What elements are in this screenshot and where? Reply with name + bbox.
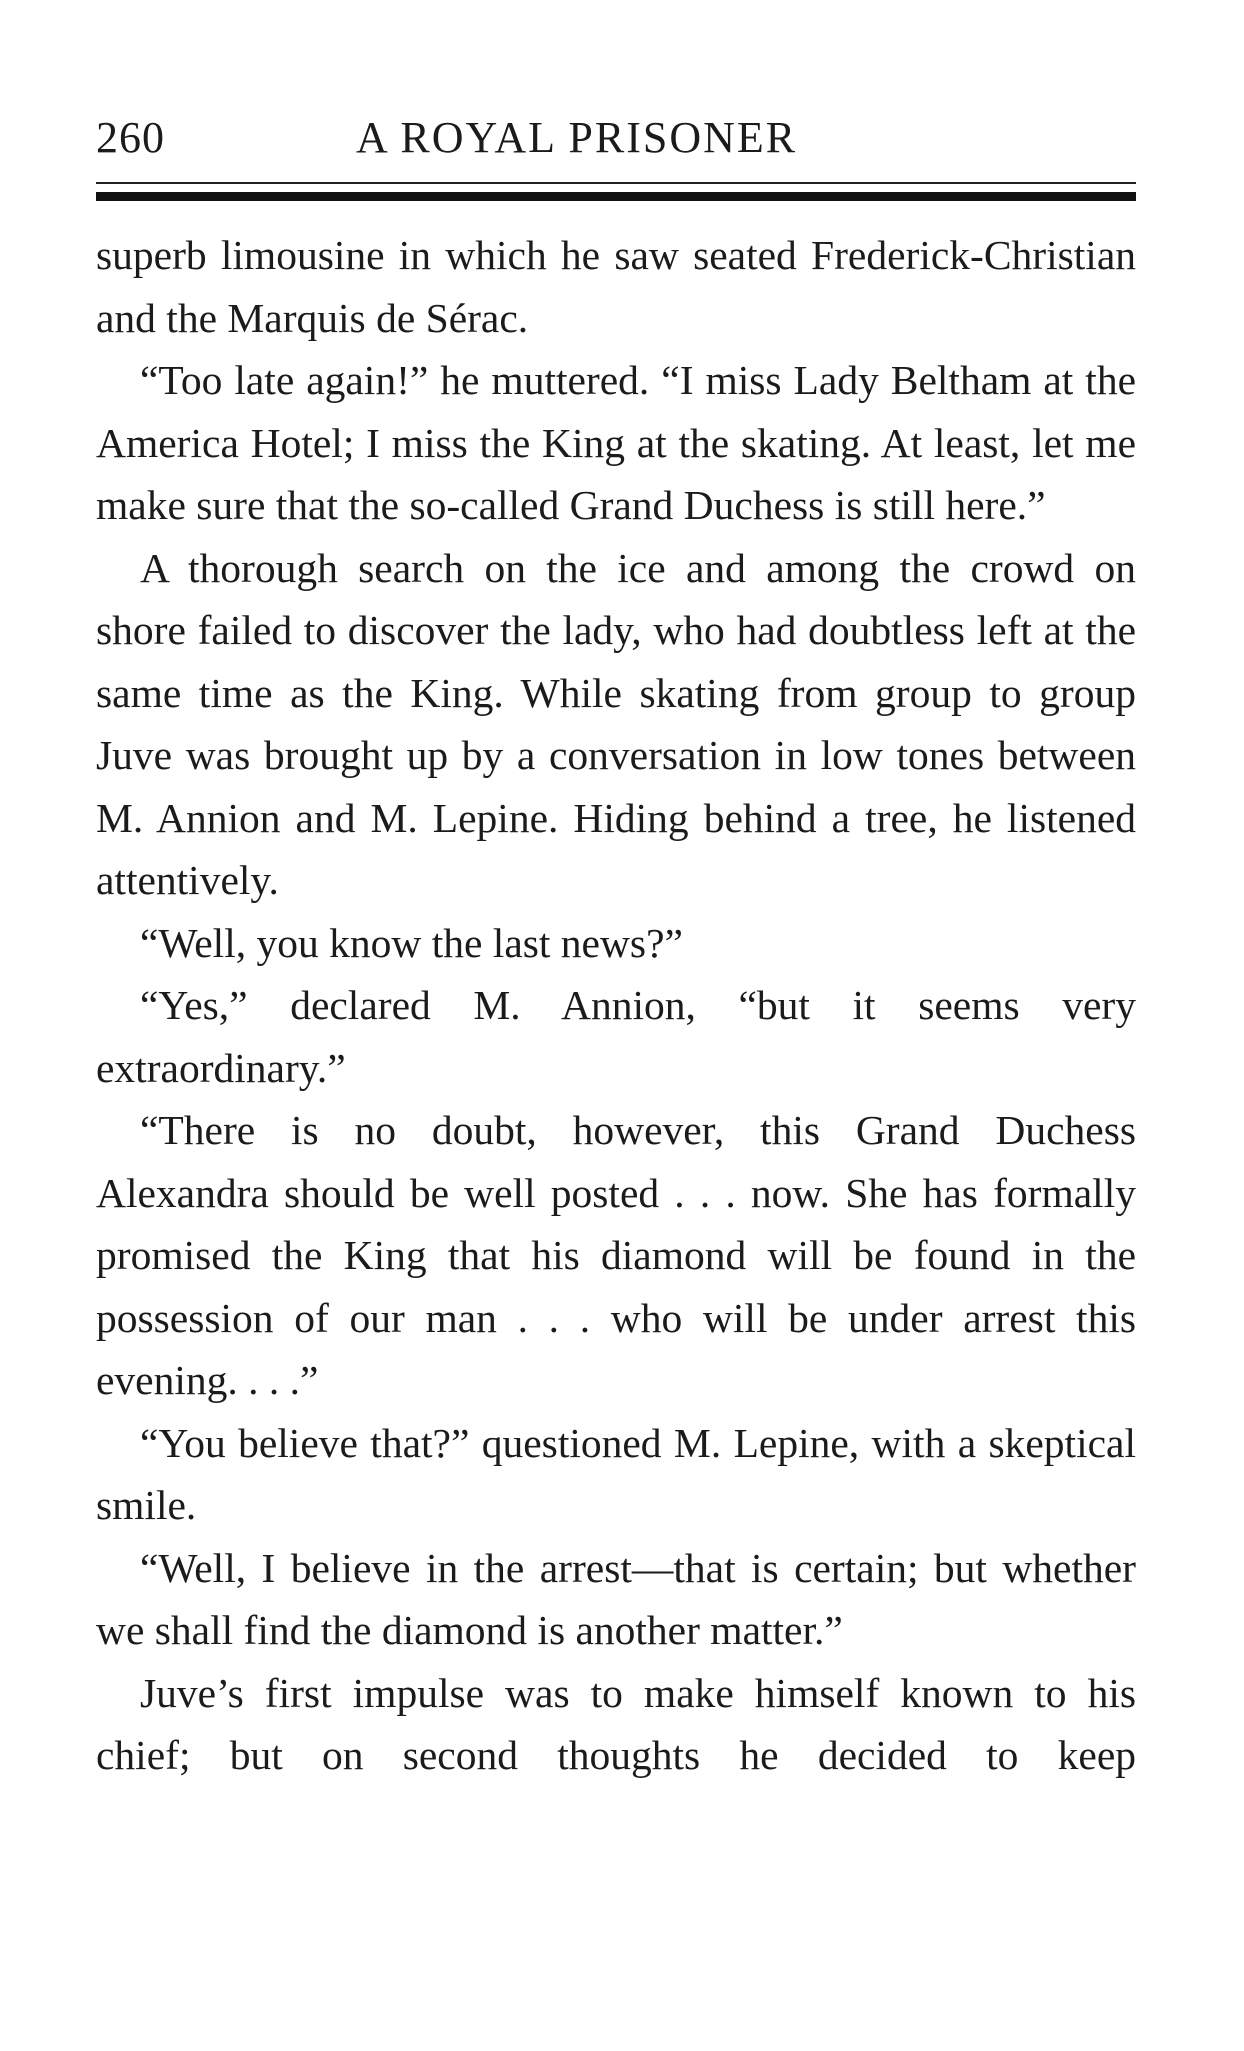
paragraph: “There is no doubt, however, this Grand Duchess Alexandra should be well posted . . . now. She has formally promised the King that his diamond will be found in the possession of our man . . . who will be under arrest this evening. . . .” [96, 1107, 1136, 1403]
body-text [96, 224, 1136, 1787]
paragraph: A thorough search on the ice and among the crowd on shore failed to discover the lady, who had doubtless left at the same time as the King. While skating from group to group Juve was brought up by a conversation in low tones between M. Annion and M. Lepine. Hiding behind a tree, he listened attentively. [96, 544, 1136, 903]
paragraph: “Yes,” declared M. Annion, “but it seems very extraordinary.” [96, 982, 1136, 1091]
header-rule-thin [96, 182, 1136, 184]
paragraph: “Too late again!” he muttered. “I miss Lady Beltham at the America Hotel; I miss the King at the skating. At least, let me make sure that the so-called Grand Duchess is still here.” [96, 357, 1136, 528]
running-title: A ROYAL PRISONER [356, 113, 798, 162]
header-rule-thick [96, 192, 1136, 201]
paragraph: “You believe that?” questioned M. Lepine, with a skeptical smile. [96, 1419, 1136, 1528]
running-head [96, 112, 1136, 172]
paragraph-continues: Juve’s first impulse was to make himself known to his chief; but on second thoughts he decided to keep [96, 1669, 1136, 1778]
page-number: 260 [96, 113, 165, 162]
paragraph: “Well, I believe in the arrest—that is certain; but whether we shall find the diamond is another matter.” [96, 1544, 1136, 1653]
paragraph-continued: superb limousine in which he saw seated Frederick-Christian and the Marquis de Sérac. [96, 232, 1136, 341]
paragraph: “Well, you know the last news?” [140, 919, 683, 966]
